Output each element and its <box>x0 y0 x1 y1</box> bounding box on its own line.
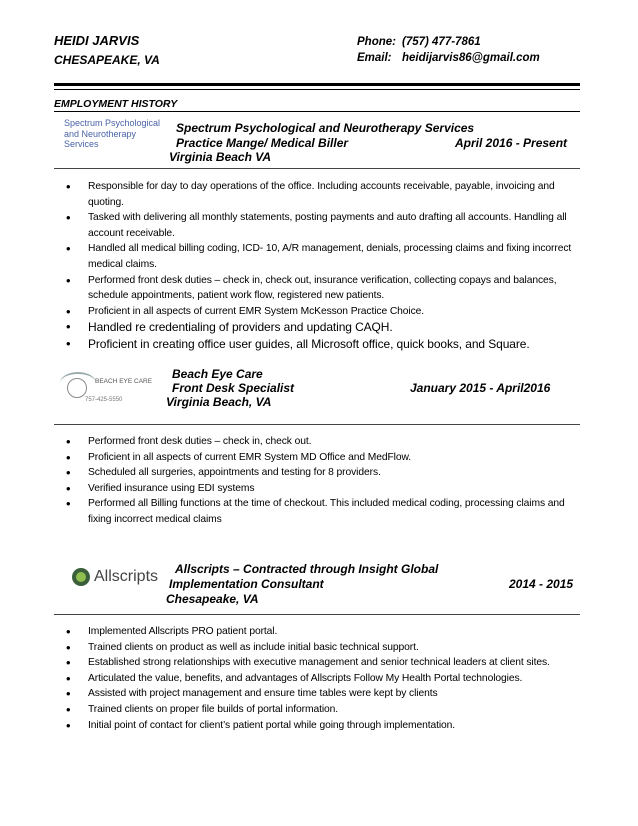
job2-divider <box>54 424 580 425</box>
email-label: Email: <box>357 52 392 64</box>
list-item: • Implemented Allscripts PRO patient portal. <box>66 624 586 640</box>
phone-label: Phone: <box>357 36 396 48</box>
spectrum-logo: Spectrum Psychological and Neurotherapy Services <box>64 118 161 149</box>
header-divider-thick <box>54 83 580 86</box>
phone-value: (757) 477-7861 <box>402 36 481 48</box>
candidate-location: CHESAPEAKE, VA <box>54 53 160 67</box>
list-item: • Trained clients on product as well as include initial basic technical support. <box>66 640 586 656</box>
section-underline <box>54 111 580 112</box>
email-line <box>357 52 540 64</box>
job2-location: Virginia Beach, VA <box>166 395 272 409</box>
list-item: • Verified insurance using EDI systems <box>66 481 586 497</box>
job1-divider <box>54 168 580 169</box>
header-divider-thin <box>54 89 580 90</box>
allscripts-logo <box>72 568 158 586</box>
list-item: • Proficient in creating office user guides, all Microsoft office, quick books, and Square. <box>66 336 586 352</box>
job2-title: Front Desk Specialist <box>172 381 295 395</box>
job3-company: Allscripts – Contracted through Insight Global <box>175 562 439 576</box>
list-item: • Articulated the value, benefits, and advantages of Allscripts Follow My Health Portal technologies. <box>66 671 586 687</box>
list-item: • Handled re credentialing of providers and updating CAQH. <box>66 319 586 335</box>
beach-eye-care-logo-icon <box>67 378 87 398</box>
list-item: • Proficient in all aspects of current EMR System McKesson Practice Choice. <box>66 304 586 320</box>
job3-divider <box>54 614 580 615</box>
allscripts-logo-word: Allscripts <box>94 568 159 585</box>
beach-eye-care-logo-phone: 757-425-5550 <box>85 397 123 403</box>
job1-title: Practice Mange/ Medical Biller <box>176 136 349 150</box>
list-item: • Performed front desk duties – check in, check out, insurance verification, collecting copays and balances, schedule appointments, patient work flow, registered new patients. <box>66 273 586 304</box>
candidate-name: HEIDI JARVIS <box>54 33 140 48</box>
section-title: EMPLOYMENT HISTORY <box>54 98 178 110</box>
list-item: • Handled all medical billing coding, ICD- 10, A/R management, denials, processing claims and fixing incorrect medical claims. <box>66 241 586 272</box>
list-item: • Performed front desk duties – check in, check out. <box>66 434 586 450</box>
phone-line <box>357 36 481 48</box>
job2-bullets <box>66 434 586 528</box>
job3-bullets <box>66 624 586 733</box>
list-item: • Initial point of contact for client’s patient portal while going through implementation. <box>66 718 586 734</box>
job1-location: Virginia Beach VA <box>169 150 272 164</box>
list-item: • Performed all Billing functions at the time of checkout. This included medical coding, processing claims and fixing incorrect medical claims <box>66 496 586 527</box>
job2-company: Beach Eye Care <box>172 367 263 381</box>
allscripts-logo-icon <box>72 568 90 586</box>
list-item: • Responsible for day to day operations of the office. Including accounts receivable, payable, invoicing and quoting. <box>66 179 586 210</box>
job2-dates: January 2015 - April2016 <box>410 381 551 395</box>
list-item: • Tasked with delivering all monthly statements, posting payments and auto drafting all accounts. Handling all account receivable. <box>66 210 586 241</box>
list-item: • Proficient in all aspects of current EMR System MD Office and MedFlow. <box>66 450 586 466</box>
list-item: • Scheduled all surgeries, appointments and testing for 8 providers. <box>66 465 586 481</box>
job3-location: Chesapeake, VA <box>166 592 259 606</box>
list-item: • Trained clients on proper file builds of portal information. <box>66 702 586 718</box>
job1-company: Spectrum Psychological and Neurotherapy Services <box>176 121 475 135</box>
email-value: heidijarvis86@gmail.com <box>402 52 540 64</box>
job1-bullets <box>66 179 586 352</box>
job3-dates: 2014 - 2015 <box>509 577 574 591</box>
job3-title: Implementation Consultant <box>169 577 324 591</box>
list-item: • Established strong relationships with executive management and senior technical leaders at client sites. <box>66 655 586 671</box>
job1-dates: April 2016 - Present <box>455 136 568 150</box>
beach-eye-care-logo-name: BEACH EYE CARE <box>95 378 153 385</box>
list-item: • Assisted with project management and ensure time tables were kept by clients <box>66 686 586 702</box>
